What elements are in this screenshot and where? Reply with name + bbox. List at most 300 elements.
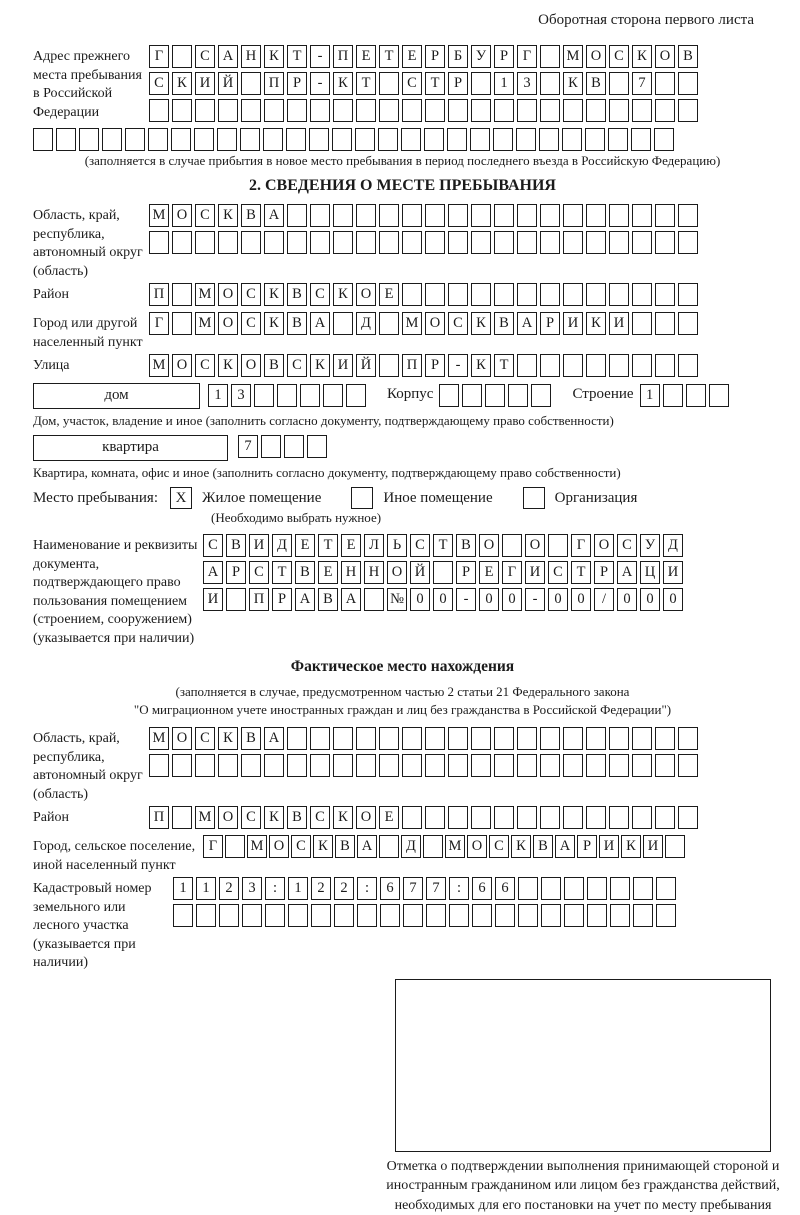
char-cell[interactable]: А xyxy=(555,835,575,858)
char-cell[interactable]: Е xyxy=(379,283,399,306)
char-cell[interactable] xyxy=(541,904,561,927)
char-cell[interactable]: Р xyxy=(456,561,476,584)
char-cell[interactable] xyxy=(379,231,399,254)
char-cell[interactable]: - xyxy=(448,354,468,377)
char-cell[interactable]: В xyxy=(335,835,355,858)
char-cell[interactable] xyxy=(310,99,330,122)
char-cell[interactable] xyxy=(517,354,537,377)
char-cell[interactable] xyxy=(125,128,145,151)
char-cell[interactable]: : xyxy=(357,877,377,900)
char-cell[interactable] xyxy=(563,727,583,750)
char-cell[interactable] xyxy=(402,754,422,777)
char-cell[interactable]: - xyxy=(310,45,330,68)
char-cell[interactable]: В xyxy=(241,727,261,750)
char-cell[interactable]: К xyxy=(471,354,491,377)
char-cell[interactable]: В xyxy=(533,835,553,858)
char-cell[interactable]: 7 xyxy=(426,877,446,900)
char-cell[interactable] xyxy=(548,534,568,557)
char-cell[interactable] xyxy=(587,904,607,927)
char-cell[interactable]: В xyxy=(295,561,315,584)
char-cell[interactable] xyxy=(563,99,583,122)
char-cell[interactable] xyxy=(402,727,422,750)
char-cell[interactable] xyxy=(656,904,676,927)
char-cell[interactable] xyxy=(655,72,675,95)
char-cell[interactable]: С xyxy=(287,354,307,377)
char-cell[interactable] xyxy=(379,754,399,777)
char-cell[interactable]: 2 xyxy=(334,877,354,900)
char-cell[interactable] xyxy=(678,283,698,306)
char-cell[interactable] xyxy=(540,45,560,68)
char-cell[interactable]: Р xyxy=(425,354,445,377)
char-cell[interactable]: А xyxy=(357,835,377,858)
char-cell[interactable]: У xyxy=(640,534,660,557)
char-cell[interactable] xyxy=(517,99,537,122)
char-cell[interactable] xyxy=(632,754,652,777)
checkbox-inoe[interactable] xyxy=(351,487,373,509)
char-cell[interactable] xyxy=(379,312,399,335)
char-cell[interactable]: С xyxy=(310,283,330,306)
char-cell[interactable] xyxy=(539,128,559,151)
char-cell[interactable] xyxy=(609,354,629,377)
char-cell[interactable] xyxy=(364,588,384,611)
char-cell[interactable] xyxy=(494,99,514,122)
char-cell[interactable] xyxy=(311,904,331,927)
char-cell[interactable] xyxy=(540,72,560,95)
char-cell[interactable]: В xyxy=(226,534,246,557)
char-cell[interactable] xyxy=(79,128,99,151)
char-cell[interactable] xyxy=(686,384,706,407)
char-cell[interactable]: Ь xyxy=(387,534,407,557)
char-cell[interactable] xyxy=(610,877,630,900)
char-cell[interactable]: С xyxy=(195,727,215,750)
char-cell[interactable] xyxy=(265,904,285,927)
char-cell[interactable]: 7 xyxy=(403,877,423,900)
char-cell[interactable] xyxy=(655,99,675,122)
char-cell[interactable] xyxy=(356,99,376,122)
char-cell[interactable]: В xyxy=(287,283,307,306)
char-cell[interactable]: О xyxy=(241,354,261,377)
char-cell[interactable]: С xyxy=(241,312,261,335)
checkbox-organizatsiya[interactable] xyxy=(523,487,545,509)
char-cell[interactable]: К xyxy=(264,45,284,68)
char-cell[interactable] xyxy=(433,561,453,584)
char-cell[interactable] xyxy=(424,128,444,151)
char-cell[interactable] xyxy=(448,231,468,254)
char-cell[interactable] xyxy=(287,231,307,254)
char-cell[interactable] xyxy=(195,231,215,254)
char-cell[interactable]: Е xyxy=(479,561,499,584)
char-cell[interactable]: 1 xyxy=(288,877,308,900)
char-cell[interactable] xyxy=(678,99,698,122)
char-cell[interactable] xyxy=(631,128,651,151)
char-cell[interactable]: 2 xyxy=(311,877,331,900)
char-cell[interactable]: Т xyxy=(494,354,514,377)
char-cell[interactable]: В xyxy=(287,806,307,829)
char-cell[interactable]: Д xyxy=(272,534,292,557)
char-cell[interactable] xyxy=(378,128,398,151)
char-cell[interactable] xyxy=(563,204,583,227)
char-cell[interactable] xyxy=(540,231,560,254)
char-cell[interactable] xyxy=(517,806,537,829)
char-cell[interactable]: К xyxy=(511,835,531,858)
char-cell[interactable]: 0 xyxy=(433,588,453,611)
char-cell[interactable]: А xyxy=(264,727,284,750)
char-cell[interactable]: В xyxy=(586,72,606,95)
char-cell[interactable] xyxy=(586,354,606,377)
char-cell[interactable] xyxy=(172,99,192,122)
char-cell[interactable] xyxy=(471,727,491,750)
char-cell[interactable] xyxy=(494,727,514,750)
char-cell[interactable] xyxy=(517,204,537,227)
char-cell[interactable] xyxy=(448,204,468,227)
char-cell[interactable]: К xyxy=(172,72,192,95)
char-cell[interactable] xyxy=(379,727,399,750)
char-cell[interactable] xyxy=(334,904,354,927)
char-cell[interactable]: 3 xyxy=(517,72,537,95)
char-cell[interactable]: Ц xyxy=(640,561,660,584)
char-cell[interactable] xyxy=(586,99,606,122)
char-cell[interactable] xyxy=(678,354,698,377)
char-cell[interactable]: С xyxy=(195,354,215,377)
char-cell[interactable]: К xyxy=(333,72,353,95)
char-cell[interactable] xyxy=(379,354,399,377)
char-cell[interactable]: 7 xyxy=(238,435,258,458)
char-cell[interactable]: Б xyxy=(448,45,468,68)
char-cell[interactable] xyxy=(379,835,399,858)
char-cell[interactable] xyxy=(502,534,522,557)
char-cell[interactable] xyxy=(425,806,445,829)
char-cell[interactable] xyxy=(425,283,445,306)
char-cell[interactable]: К xyxy=(586,312,606,335)
char-cell[interactable]: К xyxy=(333,283,353,306)
char-cell[interactable]: О xyxy=(172,204,192,227)
char-cell[interactable] xyxy=(678,231,698,254)
char-cell[interactable] xyxy=(540,99,560,122)
char-cell[interactable] xyxy=(495,904,515,927)
char-cell[interactable] xyxy=(516,128,536,151)
char-cell[interactable] xyxy=(226,588,246,611)
char-cell[interactable]: Р xyxy=(594,561,614,584)
checkbox-zhiloe[interactable]: X xyxy=(170,487,192,509)
char-cell[interactable] xyxy=(678,204,698,227)
char-cell[interactable]: С xyxy=(310,806,330,829)
char-cell[interactable]: С xyxy=(548,561,568,584)
char-cell[interactable] xyxy=(284,435,304,458)
char-cell[interactable] xyxy=(356,204,376,227)
char-cell[interactable] xyxy=(678,312,698,335)
char-cell[interactable]: О xyxy=(269,835,289,858)
char-cell[interactable] xyxy=(217,128,237,151)
char-cell[interactable]: В xyxy=(494,312,514,335)
char-cell[interactable]: К xyxy=(563,72,583,95)
char-cell[interactable] xyxy=(586,806,606,829)
char-cell[interactable] xyxy=(149,754,169,777)
char-cell[interactable]: О xyxy=(655,45,675,68)
char-cell[interactable] xyxy=(172,312,192,335)
char-cell[interactable] xyxy=(608,128,628,151)
char-cell[interactable]: Й xyxy=(410,561,430,584)
char-cell[interactable]: 6 xyxy=(495,877,515,900)
char-cell[interactable]: К xyxy=(264,283,284,306)
char-cell[interactable] xyxy=(632,727,652,750)
char-cell[interactable]: С xyxy=(489,835,509,858)
char-cell[interactable] xyxy=(517,754,537,777)
char-cell[interactable]: К xyxy=(218,354,238,377)
char-cell[interactable] xyxy=(564,877,584,900)
char-cell[interactable] xyxy=(380,904,400,927)
char-cell[interactable]: В xyxy=(287,312,307,335)
char-cell[interactable] xyxy=(300,384,320,407)
char-cell[interactable] xyxy=(241,231,261,254)
char-cell[interactable] xyxy=(333,727,353,750)
char-cell[interactable]: К xyxy=(471,312,491,335)
char-cell[interactable] xyxy=(448,806,468,829)
char-cell[interactable]: Е xyxy=(356,45,376,68)
char-cell[interactable] xyxy=(655,354,675,377)
char-cell[interactable]: П xyxy=(264,72,284,95)
char-cell[interactable] xyxy=(563,354,583,377)
char-cell[interactable] xyxy=(632,231,652,254)
char-cell[interactable]: С xyxy=(448,312,468,335)
char-cell[interactable] xyxy=(56,128,76,151)
char-cell[interactable] xyxy=(540,754,560,777)
char-cell[interactable] xyxy=(632,204,652,227)
char-cell[interactable]: М xyxy=(149,204,169,227)
char-cell[interactable] xyxy=(563,754,583,777)
char-cell[interactable] xyxy=(425,204,445,227)
char-cell[interactable] xyxy=(310,231,330,254)
char-cell[interactable] xyxy=(609,72,629,95)
char-cell[interactable] xyxy=(357,904,377,927)
char-cell[interactable] xyxy=(508,384,528,407)
char-cell[interactable] xyxy=(261,435,281,458)
char-cell[interactable]: Г xyxy=(571,534,591,557)
char-cell[interactable]: Р xyxy=(494,45,514,68)
char-cell[interactable] xyxy=(485,384,505,407)
char-cell[interactable] xyxy=(470,128,490,151)
char-cell[interactable]: С xyxy=(291,835,311,858)
char-cell[interactable]: О xyxy=(172,354,192,377)
char-cell[interactable] xyxy=(333,231,353,254)
char-cell[interactable] xyxy=(655,204,675,227)
char-cell[interactable] xyxy=(448,99,468,122)
char-cell[interactable]: 3 xyxy=(231,384,251,407)
char-cell[interactable] xyxy=(471,99,491,122)
char-cell[interactable] xyxy=(471,283,491,306)
char-cell[interactable]: Т xyxy=(571,561,591,584)
char-cell[interactable] xyxy=(439,384,459,407)
char-cell[interactable] xyxy=(402,283,422,306)
char-cell[interactable] xyxy=(225,835,245,858)
char-cell[interactable] xyxy=(656,877,676,900)
char-cell[interactable] xyxy=(356,754,376,777)
char-cell[interactable]: Е xyxy=(341,534,361,557)
char-cell[interactable]: О xyxy=(218,312,238,335)
char-cell[interactable] xyxy=(541,877,561,900)
char-cell[interactable]: 1 xyxy=(196,877,216,900)
char-cell[interactable] xyxy=(518,904,538,927)
char-cell[interactable] xyxy=(632,806,652,829)
char-cell[interactable]: М xyxy=(195,283,215,306)
char-cell[interactable] xyxy=(355,128,375,151)
char-cell[interactable]: К xyxy=(333,806,353,829)
char-cell[interactable]: 0 xyxy=(617,588,637,611)
char-cell[interactable]: К xyxy=(218,727,238,750)
char-cell[interactable] xyxy=(286,128,306,151)
char-cell[interactable]: Е xyxy=(295,534,315,557)
char-cell[interactable]: С xyxy=(402,72,422,95)
char-cell[interactable] xyxy=(709,384,729,407)
char-cell[interactable]: И xyxy=(195,72,215,95)
char-cell[interactable] xyxy=(655,727,675,750)
char-cell[interactable] xyxy=(472,904,492,927)
char-cell[interactable] xyxy=(287,204,307,227)
char-cell[interactable]: И xyxy=(643,835,663,858)
char-cell[interactable] xyxy=(264,99,284,122)
char-cell[interactable] xyxy=(309,128,329,151)
char-cell[interactable] xyxy=(586,283,606,306)
char-cell[interactable] xyxy=(586,727,606,750)
char-cell[interactable] xyxy=(633,877,653,900)
char-cell[interactable]: Е xyxy=(402,45,422,68)
char-cell[interactable] xyxy=(655,283,675,306)
char-cell[interactable]: 0 xyxy=(571,588,591,611)
char-cell[interactable]: Т xyxy=(433,534,453,557)
char-cell[interactable] xyxy=(632,312,652,335)
char-cell[interactable]: С xyxy=(241,283,261,306)
char-cell[interactable]: И xyxy=(663,561,683,584)
char-cell[interactable]: О xyxy=(467,835,487,858)
char-cell[interactable] xyxy=(678,754,698,777)
char-cell[interactable] xyxy=(462,384,482,407)
char-cell[interactable] xyxy=(149,231,169,254)
char-cell[interactable]: П xyxy=(333,45,353,68)
char-cell[interactable]: С xyxy=(410,534,430,557)
char-cell[interactable] xyxy=(563,806,583,829)
char-cell[interactable]: К xyxy=(621,835,641,858)
char-cell[interactable] xyxy=(401,128,421,151)
char-cell[interactable] xyxy=(171,128,191,151)
char-cell[interactable]: Г xyxy=(149,45,169,68)
char-cell[interactable] xyxy=(494,806,514,829)
char-cell[interactable] xyxy=(307,435,327,458)
char-cell[interactable]: Р xyxy=(577,835,597,858)
char-cell[interactable] xyxy=(609,806,629,829)
char-cell[interactable]: А xyxy=(203,561,223,584)
char-cell[interactable] xyxy=(654,128,674,151)
char-cell[interactable] xyxy=(173,904,193,927)
char-cell[interactable]: М xyxy=(149,354,169,377)
char-cell[interactable]: Н xyxy=(241,45,261,68)
char-cell[interactable]: В xyxy=(678,45,698,68)
char-cell[interactable]: О xyxy=(594,534,614,557)
char-cell[interactable] xyxy=(288,904,308,927)
char-cell[interactable] xyxy=(678,806,698,829)
char-cell[interactable] xyxy=(632,354,652,377)
char-cell[interactable]: Т xyxy=(318,534,338,557)
char-cell[interactable]: А xyxy=(295,588,315,611)
char-cell[interactable]: У xyxy=(471,45,491,68)
char-cell[interactable] xyxy=(172,45,192,68)
char-cell[interactable]: О xyxy=(586,45,606,68)
char-cell[interactable] xyxy=(540,806,560,829)
char-cell[interactable] xyxy=(346,384,366,407)
char-cell[interactable]: П xyxy=(149,806,169,829)
char-cell[interactable]: С xyxy=(195,204,215,227)
char-cell[interactable]: О xyxy=(218,283,238,306)
char-cell[interactable] xyxy=(471,754,491,777)
char-cell[interactable] xyxy=(402,806,422,829)
char-cell[interactable]: 1 xyxy=(208,384,228,407)
char-cell[interactable] xyxy=(471,806,491,829)
char-cell[interactable] xyxy=(195,99,215,122)
char-cell[interactable]: М xyxy=(195,312,215,335)
char-cell[interactable]: 0 xyxy=(410,588,430,611)
char-cell[interactable]: С xyxy=(195,45,215,68)
char-cell[interactable] xyxy=(323,384,343,407)
char-cell[interactable]: С xyxy=(149,72,169,95)
char-cell[interactable] xyxy=(518,877,538,900)
char-cell[interactable] xyxy=(310,754,330,777)
char-cell[interactable] xyxy=(471,231,491,254)
char-cell[interactable]: М xyxy=(402,312,422,335)
char-cell[interactable] xyxy=(219,904,239,927)
char-cell[interactable]: 7 xyxy=(632,72,652,95)
char-cell[interactable]: : xyxy=(265,877,285,900)
char-cell[interactable] xyxy=(540,283,560,306)
char-cell[interactable]: Т xyxy=(287,45,307,68)
char-cell[interactable]: Р xyxy=(226,561,246,584)
char-cell[interactable] xyxy=(172,754,192,777)
char-cell[interactable] xyxy=(242,904,262,927)
char-cell[interactable] xyxy=(655,806,675,829)
char-cell[interactable] xyxy=(585,128,605,151)
char-cell[interactable] xyxy=(240,128,260,151)
char-cell[interactable] xyxy=(586,754,606,777)
char-cell[interactable] xyxy=(149,99,169,122)
char-cell[interactable]: 1 xyxy=(494,72,514,95)
char-cell[interactable] xyxy=(333,204,353,227)
char-cell[interactable] xyxy=(172,806,192,829)
char-cell[interactable] xyxy=(586,204,606,227)
char-cell[interactable]: Г xyxy=(517,45,537,68)
char-cell[interactable] xyxy=(494,231,514,254)
char-cell[interactable] xyxy=(194,128,214,151)
char-cell[interactable] xyxy=(562,128,582,151)
char-cell[interactable] xyxy=(517,283,537,306)
char-cell[interactable]: И xyxy=(599,835,619,858)
char-cell[interactable] xyxy=(609,231,629,254)
char-cell[interactable]: 0 xyxy=(663,588,683,611)
char-cell[interactable] xyxy=(277,384,297,407)
char-cell[interactable] xyxy=(287,754,307,777)
char-cell[interactable]: И xyxy=(203,588,223,611)
char-cell[interactable]: П xyxy=(249,588,269,611)
char-cell[interactable]: Н xyxy=(341,561,361,584)
char-cell[interactable] xyxy=(609,99,629,122)
char-cell[interactable]: А xyxy=(517,312,537,335)
char-cell[interactable] xyxy=(172,283,192,306)
char-cell[interactable]: П xyxy=(149,283,169,306)
char-cell[interactable]: С xyxy=(617,534,637,557)
char-cell[interactable]: И xyxy=(249,534,269,557)
char-cell[interactable]: Т xyxy=(356,72,376,95)
char-cell[interactable]: 2 xyxy=(219,877,239,900)
char-cell[interactable] xyxy=(333,312,353,335)
char-cell[interactable]: Е xyxy=(379,806,399,829)
char-cell[interactable]: М xyxy=(563,45,583,68)
char-cell[interactable] xyxy=(609,754,629,777)
